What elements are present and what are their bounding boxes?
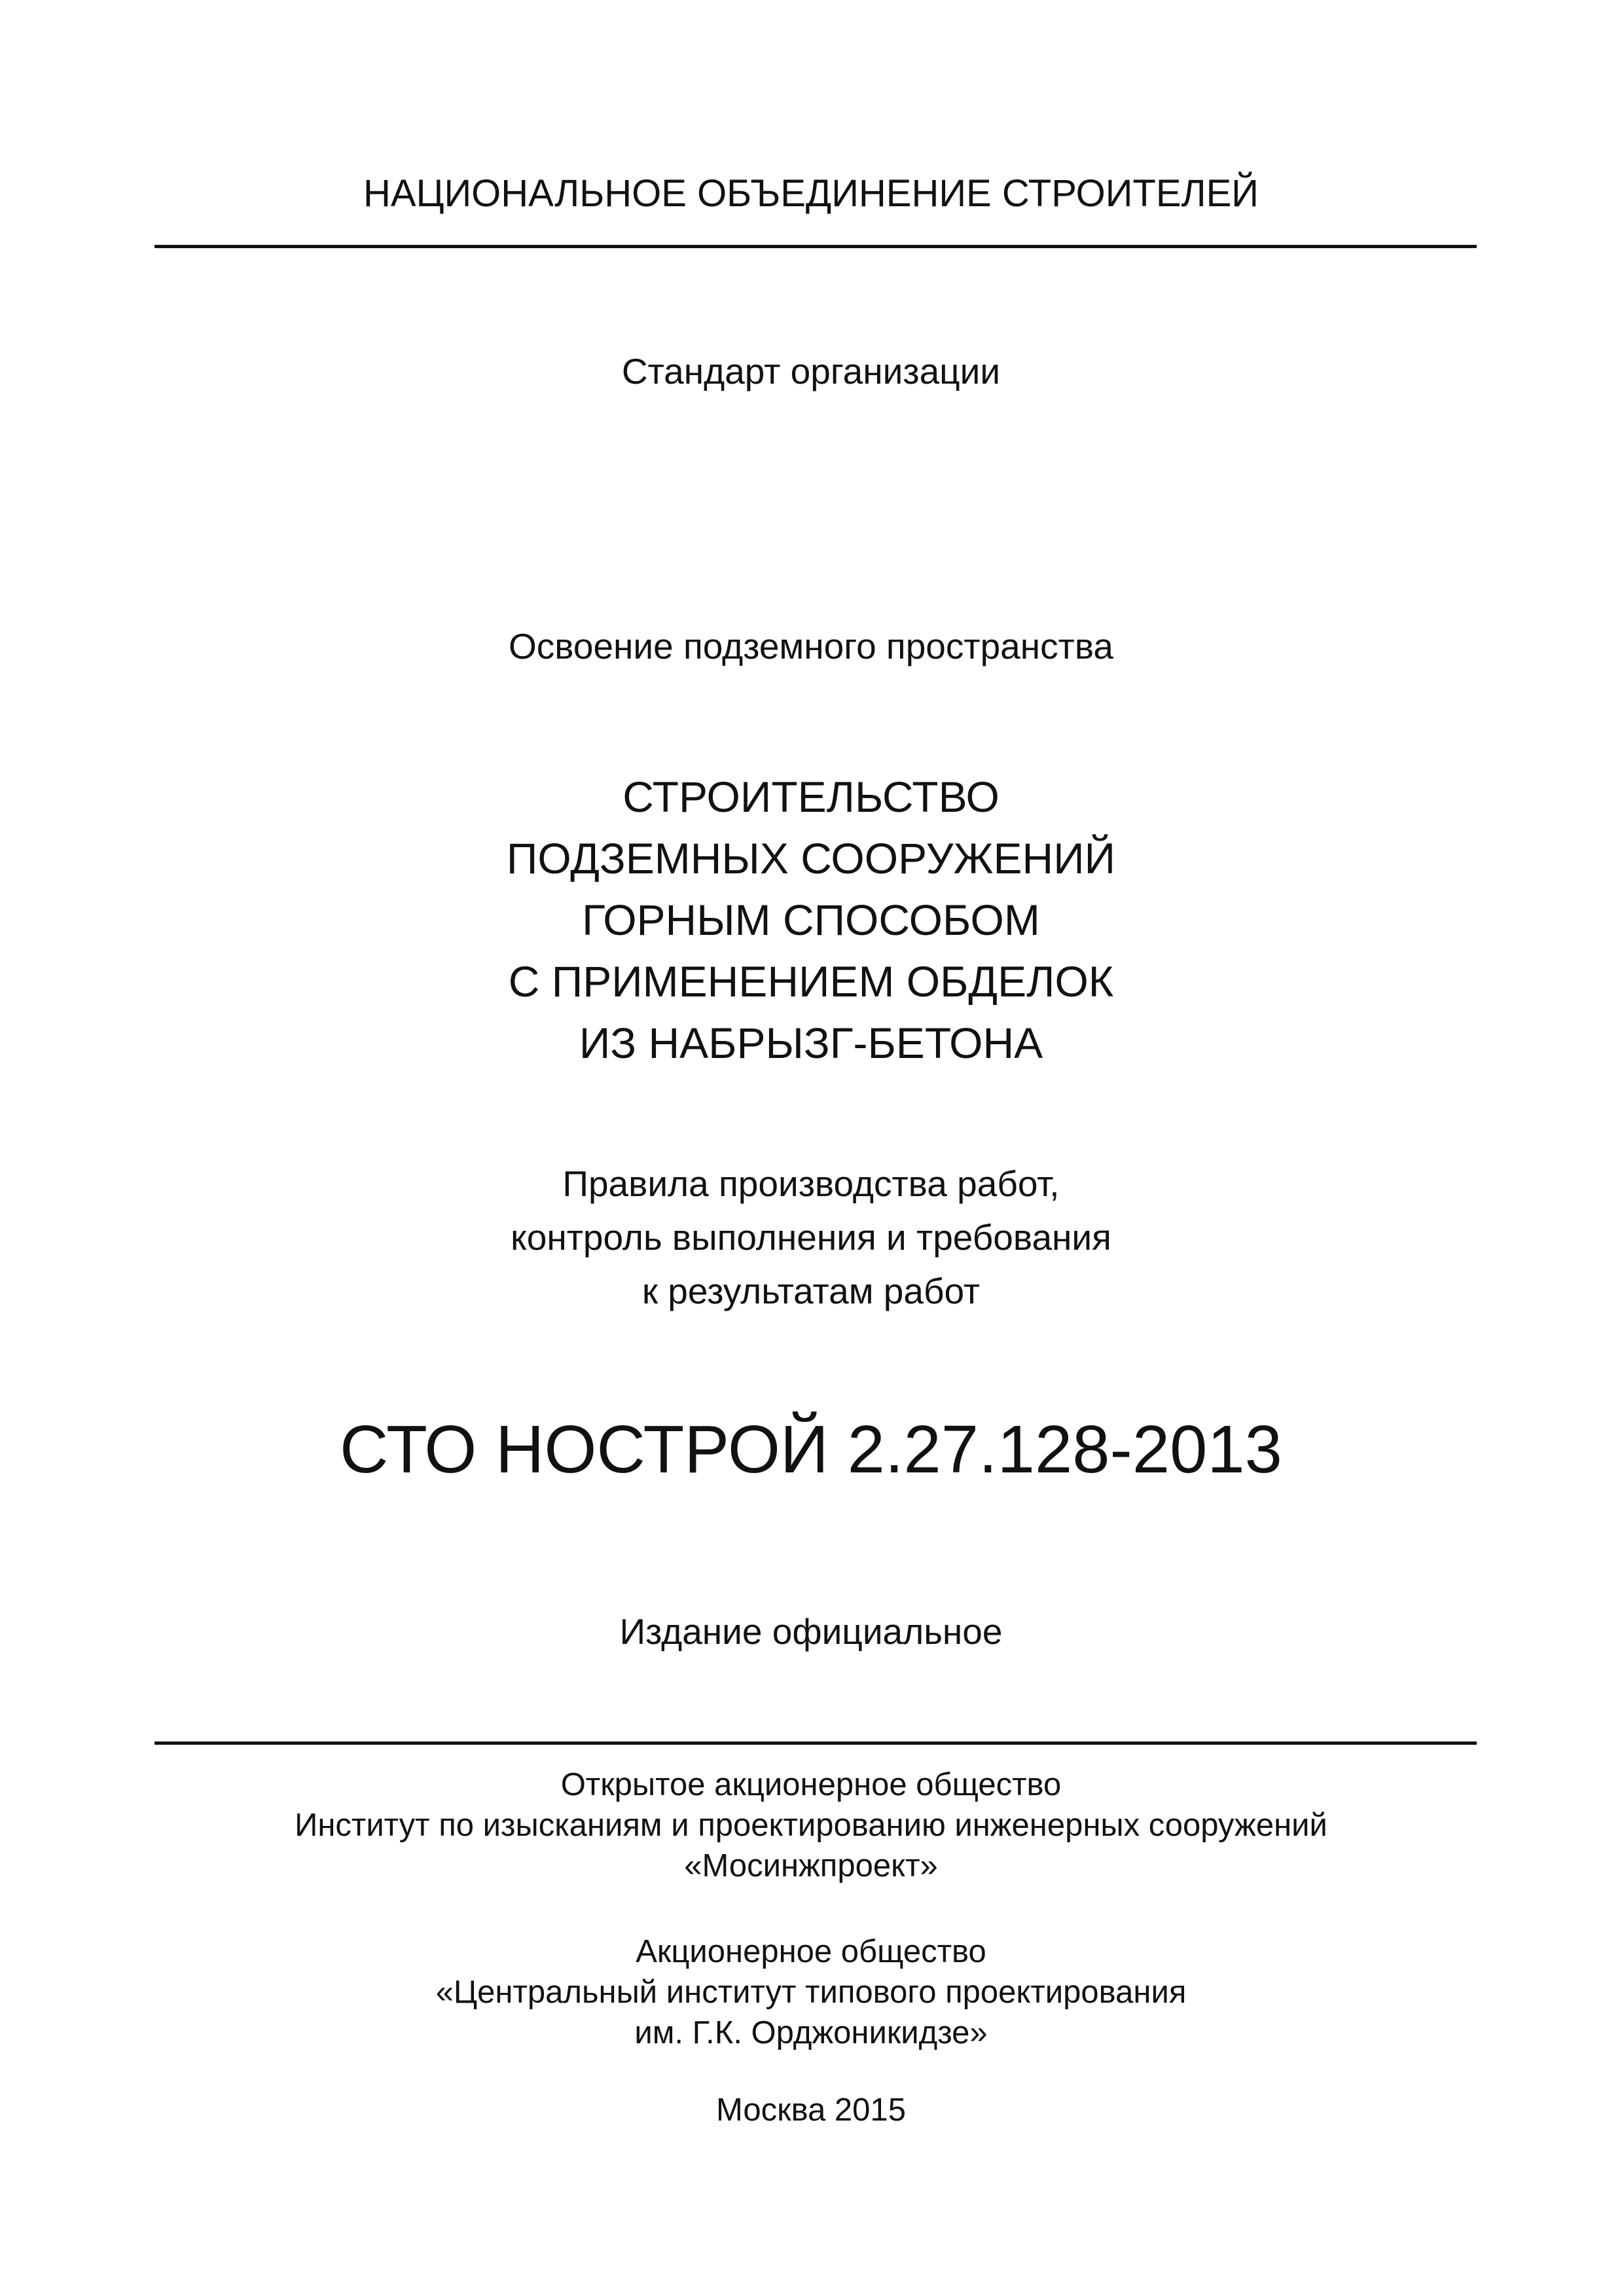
title-line: С ПРИМЕНЕНИЕМ ОБДЕЛОК: [508, 957, 1114, 1006]
developer-line: им. Г.К. Орджоникидзе»: [634, 2015, 988, 2050]
standard-type: Стандарт организации: [621, 351, 1001, 392]
top-divider: [154, 245, 1477, 248]
title-line: ИЗ НАБРЫЗГ-БЕТОНА: [579, 1019, 1043, 1067]
edition-note: Издание официальное: [619, 1611, 1003, 1652]
subtitle-line: Правила производства работ,: [562, 1163, 1060, 1204]
developer-line: Открытое акционерное общество: [560, 1767, 1062, 1802]
place-and-year: Москва 2015: [716, 2092, 906, 2128]
developer-line: «Мосинжпроект»: [684, 1848, 938, 1884]
series-title: Освоение подземного пространства: [508, 626, 1114, 666]
developer-line: Институт по изысканиям и проектированию инженерных сооружений: [295, 1808, 1327, 1843]
standard-designation: СТО НОСТРОЙ 2.27.128-2013: [340, 1412, 1282, 1487]
document-subtitle: [0, 1157, 1622, 1318]
bottom-divider: [154, 1741, 1477, 1745]
organization-header: НАЦИОНАЛЬНОЕ ОБЪЕДИНЕНИЕ СТРОИТЕЛЕЙ: [363, 172, 1259, 215]
subtitle-line: контроль выполнения и требования: [511, 1217, 1111, 1258]
title-line: ГОРНЫМ СПОСОБОМ: [582, 896, 1040, 944]
title-line: СТРОИТЕЛЬСТВО: [622, 773, 1000, 821]
developer-block: [0, 1764, 1622, 1886]
title-line: ПОДЗЕМНЫХ СООРУЖЕНИЙ: [506, 834, 1116, 883]
subtitle-line: к результатам работ: [641, 1271, 981, 1311]
developer-line: Акционерное общество: [636, 1934, 986, 1969]
developer-line: «Центральный институт типового проектирования: [435, 1975, 1187, 2010]
document-title: [0, 766, 1622, 1074]
developer-block: [0, 1931, 1622, 2053]
